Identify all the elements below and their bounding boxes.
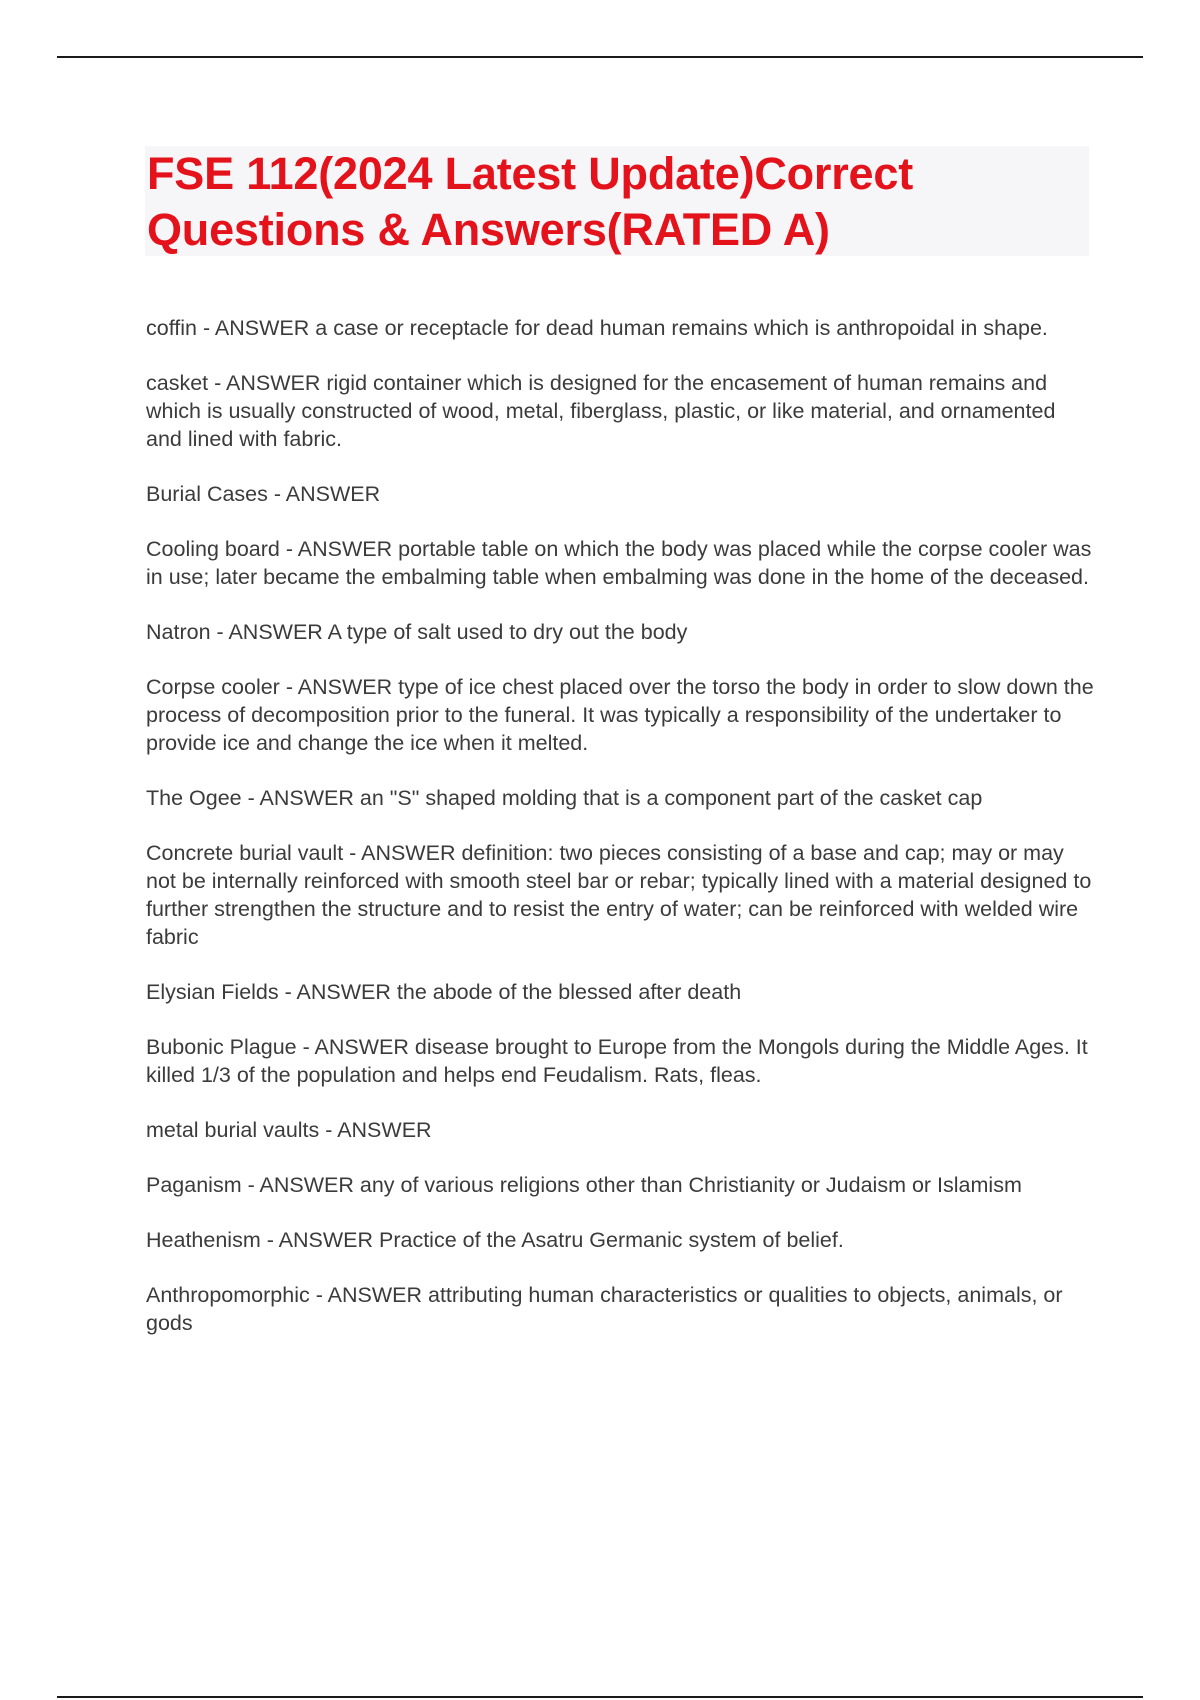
document-title: FSE 112(2024 Latest Update)Correct Questions & Answers(RATED A)	[147, 148, 914, 255]
entry-coffin: coffin - ANSWER a case or receptacle for dead human remains which is anthropoidal in shape.	[146, 316, 1048, 340]
entry-natron: Natron - ANSWER A type of salt used to dry out the body	[146, 620, 688, 644]
entry-list	[146, 314, 1096, 1364]
entry-paganism: Paganism - ANSWER any of various religions other than Christianity or Judaism or Islamism	[146, 1173, 1022, 1197]
entry-cooling-board: Cooling board - ANSWER portable table on which the body was placed while the corpse cooler was in use; later became the embalming table when embalming was done in the home of the deceased.	[146, 537, 1092, 589]
top-rule	[57, 56, 1143, 58]
entry-burial-cases: Burial Cases - ANSWER	[146, 482, 381, 506]
entry-elysian-fields: Elysian Fields - ANSWER the abode of the blessed after death	[146, 980, 742, 1004]
title-box	[145, 146, 1089, 256]
entry-anthropomorphic: Anthropomorphic - ANSWER attributing human characteristics or qualities to objects, animals, or gods	[146, 1283, 1063, 1335]
entry-concrete-burial-vault: Concrete burial vault - ANSWER definition: two pieces consisting of a base and cap; may or may not be internally reinforced with smooth steel bar or rebar; typically lined with a material designed to further strengthen the structure and to resist the entry of water; can be reinforced with welded wire fabric	[146, 841, 1092, 949]
entry-corpse-cooler: Corpse cooler - ANSWER type of ice chest placed over the torso the body in order to slow down the process of decomposition prior to the funeral. It was typically a responsibility of the undertaker to provide ice and change the ice when it melted.	[146, 675, 1094, 755]
entry-metal-burial-vaults: metal burial vaults - ANSWER	[146, 1118, 432, 1142]
entry-heathenism: Heathenism - ANSWER Practice of the Asatru Germanic system of belief.	[146, 1228, 844, 1252]
entry-casket: casket - ANSWER rigid container which is designed for the encasement of human remains and which is usually constructed of wood, metal, fiberglass, plastic, or like material, and ornamented and lined with fabric.	[146, 371, 1056, 451]
entry-the-ogee: The Ogee - ANSWER an "S" shaped molding that is a component part of the casket cap	[146, 786, 983, 810]
entry-bubonic-plague: Bubonic Plague - ANSWER disease brought to Europe from the Mongols during the Middle Ages. It killed 1/3 of the population and helps end Feudalism. Rats, fleas.	[146, 1035, 1088, 1087]
bottom-rule	[57, 1696, 1143, 1698]
